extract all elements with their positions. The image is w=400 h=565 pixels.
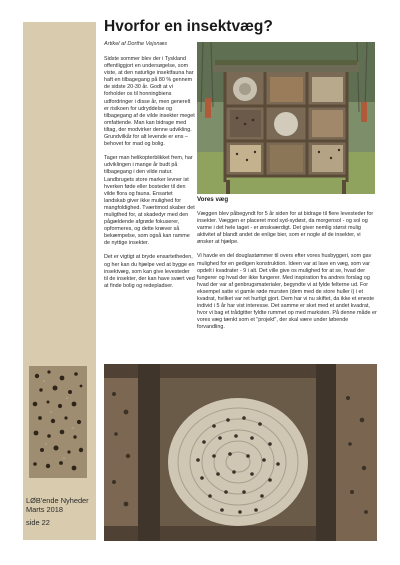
- wall-closeup-photo: [104, 364, 377, 541]
- body-paragraph: Tager man helikopterblikket frem, har udviklingen i mange år budt på tilbagegang i den vilde natur. Landbrugets store marker levner ist hverken føde eller bosteder til den vilde flora og fauna. Ensartet landskab giver ikke mulighed for mangfoldighed. Tværtimod skaber det muligthed for, at skadedyr med den pågældende afgrøde fokuserer, opformeres, og dette kræver så bekæmpelse, som også kan ramme de nyttige insekter.: [104, 155, 195, 247]
- right-column: [197, 211, 377, 339]
- article-title: Hvorfor en insektvæg?: [104, 18, 273, 35]
- sidebar-panel: [23, 22, 96, 540]
- bee-holes-photo: [29, 366, 87, 478]
- magazine-name: LØB'ende Nyheder: [26, 496, 89, 505]
- body-paragraph: Væggen blev påbegyndt for 5 år siden for at bidrage til flere levesteder for insekter. Væggen er placeret mod syd-sydøst, da morgensol - og sol og varme i det hele taget - er ønskværdigt. Det giver nemlig størst mulig aktivitet af blandt andet de enlige bier, som er nogle af de insekter, vi ønsker at hjælpe.: [197, 211, 374, 246]
- body-paragraph: Vi havde en del douglastømmer til overs efter vores husbyggeri, som gav mulighed for en gedigen konstruktion. Ideen var at lave en væg, som var opdelt i kvadrater - 9 i alt. Det ville give os mulighed for at se, hvad der fungerer og hvad der ikke fungerer. Med inspiration fra andres forslag og hvad der var af genbrugsmaterialer, begyndte vi at fylde felterne ud. For eksempel satte vi gamle røde mursten (dem med de store huller i) i et kvadrat, hvilket var ret hurtigt gjort. Dem har vi nu skiftet, da ikke et eneste individ i 5 år har vist interesse. Det samme er sket med et andet kvadrat, hvor vi bag et trådgitter fyldte rummet op med marksten. På denne måde er vores væg tænkt som et "projekt", der skal være under løbende forvandling.: [197, 253, 377, 331]
- insect-wall-photo: [197, 42, 375, 194]
- body-paragraph: Det er vigtigt at bryde ensartetheden, og her kan du hjælpe ved at bygge en insektvæg, som kan give levesteder til de insekter, der kan have svært ved at finde bolig og redepladser.: [104, 254, 195, 289]
- photo-caption: Vores væg: [197, 196, 229, 203]
- left-column: [104, 56, 195, 297]
- article-byline: Artikel af Dorthe Vejsnæs: [104, 41, 168, 47]
- body-paragraph: Sidste sommer blev der i Tyskland offentliggjort en undersøgelse, som viste, at den naturlige insektfauna har haft en tilbagegang på 80 % gennem de sidste 20-30 år. Godt at vi forholder os til honningbiens udfordringer i disse år, men generelt er risikoen for udryddelse og tilbagegang af de vilde insekter meget omfattende. Man kan bidrage med tiltag, der modvirker denne udvikling. Grundvilkår for alt levende er ens – behovet for mad og bolig.: [104, 56, 195, 148]
- page-number: side 22: [26, 518, 50, 527]
- issue-date: Marts 2018: [26, 505, 63, 514]
